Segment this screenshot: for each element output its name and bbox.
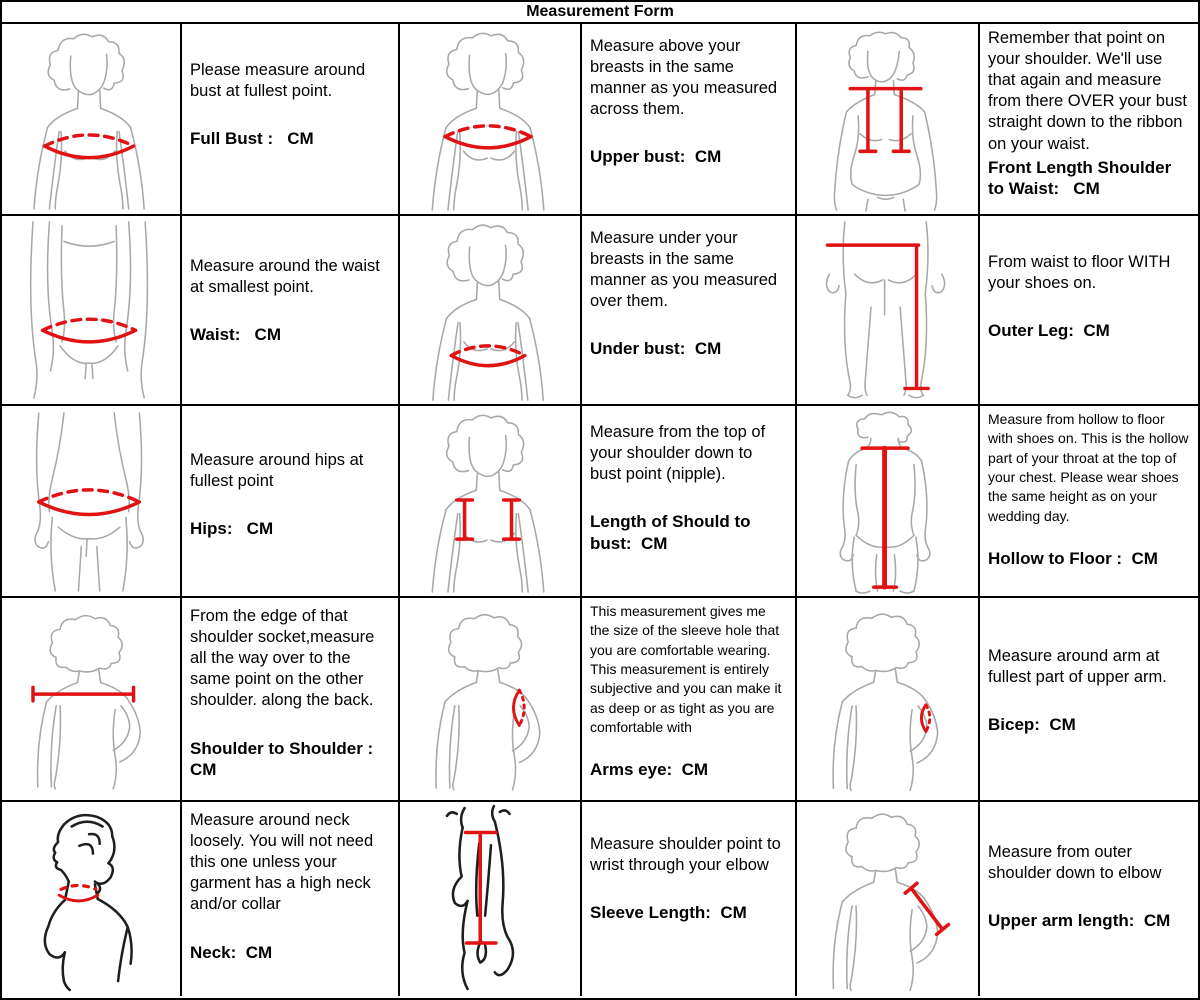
- measurement-description: Measure around the waist at smallest point.: [190, 257, 385, 297]
- figure-cell: [797, 216, 980, 406]
- front-length-figure-icon: [799, 26, 976, 212]
- text-cell-arms-eye: [582, 598, 797, 802]
- figure-cell: [797, 598, 980, 802]
- measurement-description: Measure around hips at fullest point: [190, 451, 368, 491]
- figure-cell: [400, 802, 582, 996]
- text-cell-length-shoulder-bust: [582, 406, 797, 598]
- measurement-description: Measure around neck loosely. You will not need this one unless your garment has a high neck and/or collar: [190, 811, 378, 914]
- measurement-label: Full Bust : CM: [190, 129, 314, 149]
- measurement-label: Sleeve Length: CM: [590, 903, 747, 923]
- measurement-label: Outer Leg: CM: [988, 321, 1110, 341]
- waist-figure-icon: [4, 218, 178, 402]
- text-cell-sleeve-length: [582, 802, 797, 996]
- measurement-label: Upper arm length: CM: [988, 911, 1171, 931]
- text-cell-hollow-to-floor: [980, 406, 1198, 598]
- figure-cell: [400, 24, 582, 216]
- page-title: Measurement Form: [2, 2, 1198, 24]
- figure-cell: [797, 802, 980, 996]
- bicep-figure-icon: [799, 600, 976, 798]
- figure-cell: [400, 598, 582, 802]
- measurement-label: Neck: CM: [190, 942, 273, 962]
- shoulder-to-bust-figure-icon: [402, 408, 578, 594]
- text-cell-bicep: [980, 598, 1198, 802]
- text-cell-upper-bust: [582, 24, 797, 216]
- outer-leg-figure-icon: [799, 218, 976, 402]
- measurement-table: [2, 24, 1198, 996]
- measurement-label: Under bust: CM: [590, 339, 722, 359]
- figure-cell: [2, 216, 182, 406]
- measurement-label: Hips: CM: [190, 519, 274, 539]
- measurement-description: Measure above your breasts in the same manner as you measured across them.: [590, 37, 782, 119]
- measurement-label: Front Length Shoulder to Waist: CM: [988, 157, 1176, 199]
- full-bust-figure-icon: [4, 26, 178, 212]
- measurement-description: Measure from hollow to floor with shoes on. This is the hollow part of your throat at the top of your chest. Please wear shoes the same height as on your wedding day.: [988, 411, 1193, 524]
- shoulder-to-shoulder-figure-icon: [4, 600, 178, 798]
- figure-cell: [2, 598, 182, 802]
- figure-cell: [2, 24, 182, 216]
- measurement-description: From waist to floor WITH your shoes on.: [988, 253, 1176, 293]
- figure-cell: [2, 406, 182, 598]
- measurement-description: Measure shoulder point to wrist through your elbow: [590, 835, 786, 875]
- text-cell-outer-leg: [980, 216, 1198, 406]
- measurement-label: Hollow to Floor : CM: [988, 548, 1158, 568]
- text-cell-hips: [182, 406, 400, 598]
- measurement-label: Arms eye: CM: [590, 760, 709, 780]
- text-cell-full-bust: [182, 24, 400, 216]
- measurement-label: Shoulder to Shoulder : CM: [190, 738, 378, 780]
- sleeve-length-figure-icon: [402, 804, 578, 994]
- text-cell-under-bust: [582, 216, 797, 406]
- text-cell-shoulder-to-shoulder: [182, 598, 400, 802]
- under-bust-figure-icon: [402, 218, 578, 402]
- arms-eye-figure-icon: [402, 600, 578, 798]
- figure-cell: [2, 802, 182, 996]
- text-cell-neck: [182, 802, 400, 996]
- text-cell-waist: [182, 216, 400, 406]
- measurement-description: This measurement gives me the size of the sleeve hole that you are comfortable wearing. This measurement is entirely subjective and you can make it as deep or as tight as you are comfortable with: [590, 603, 786, 735]
- measurement-label: Bicep: CM: [988, 715, 1076, 735]
- measurement-label: Length of Should to bust: CM: [590, 512, 756, 554]
- text-cell-front-length: [980, 24, 1198, 216]
- figure-cell: [797, 24, 980, 216]
- upper-arm-length-figure-icon: [799, 804, 976, 994]
- neck-figure-icon: [4, 804, 178, 994]
- measurement-description: Please measure around bust at fullest point.: [190, 61, 370, 101]
- figure-cell: [400, 406, 582, 598]
- measurement-description: Measure from outer shoulder down to elbow: [988, 843, 1162, 883]
- upper-bust-figure-icon: [402, 26, 578, 212]
- measurement-label: Upper bust: CM: [590, 147, 722, 167]
- figure-cell: [797, 406, 980, 598]
- measurement-description: From the edge of that shoulder socket,measure all the way over to the same point on the other shoulder. along the back.: [190, 607, 379, 710]
- figure-cell: [400, 216, 582, 406]
- measurement-description: Remember that point on your shoulder. We'll use that again and measure from there OVER your bust straight down to the ribbon on your waist.: [988, 29, 1192, 153]
- measurement-description: Measure around arm at fullest part of upper arm.: [988, 647, 1167, 687]
- measurement-description: Measure from the top of your shoulder down to bust point (nipple).: [590, 423, 770, 484]
- text-cell-upper-arm-length: [980, 802, 1198, 996]
- hips-figure-icon: [4, 408, 178, 594]
- hollow-to-floor-figure-icon: [799, 408, 976, 594]
- measurement-description: Measure under your breasts in the same manner as you measured over them.: [590, 229, 782, 311]
- measurement-label: Waist: CM: [190, 325, 281, 345]
